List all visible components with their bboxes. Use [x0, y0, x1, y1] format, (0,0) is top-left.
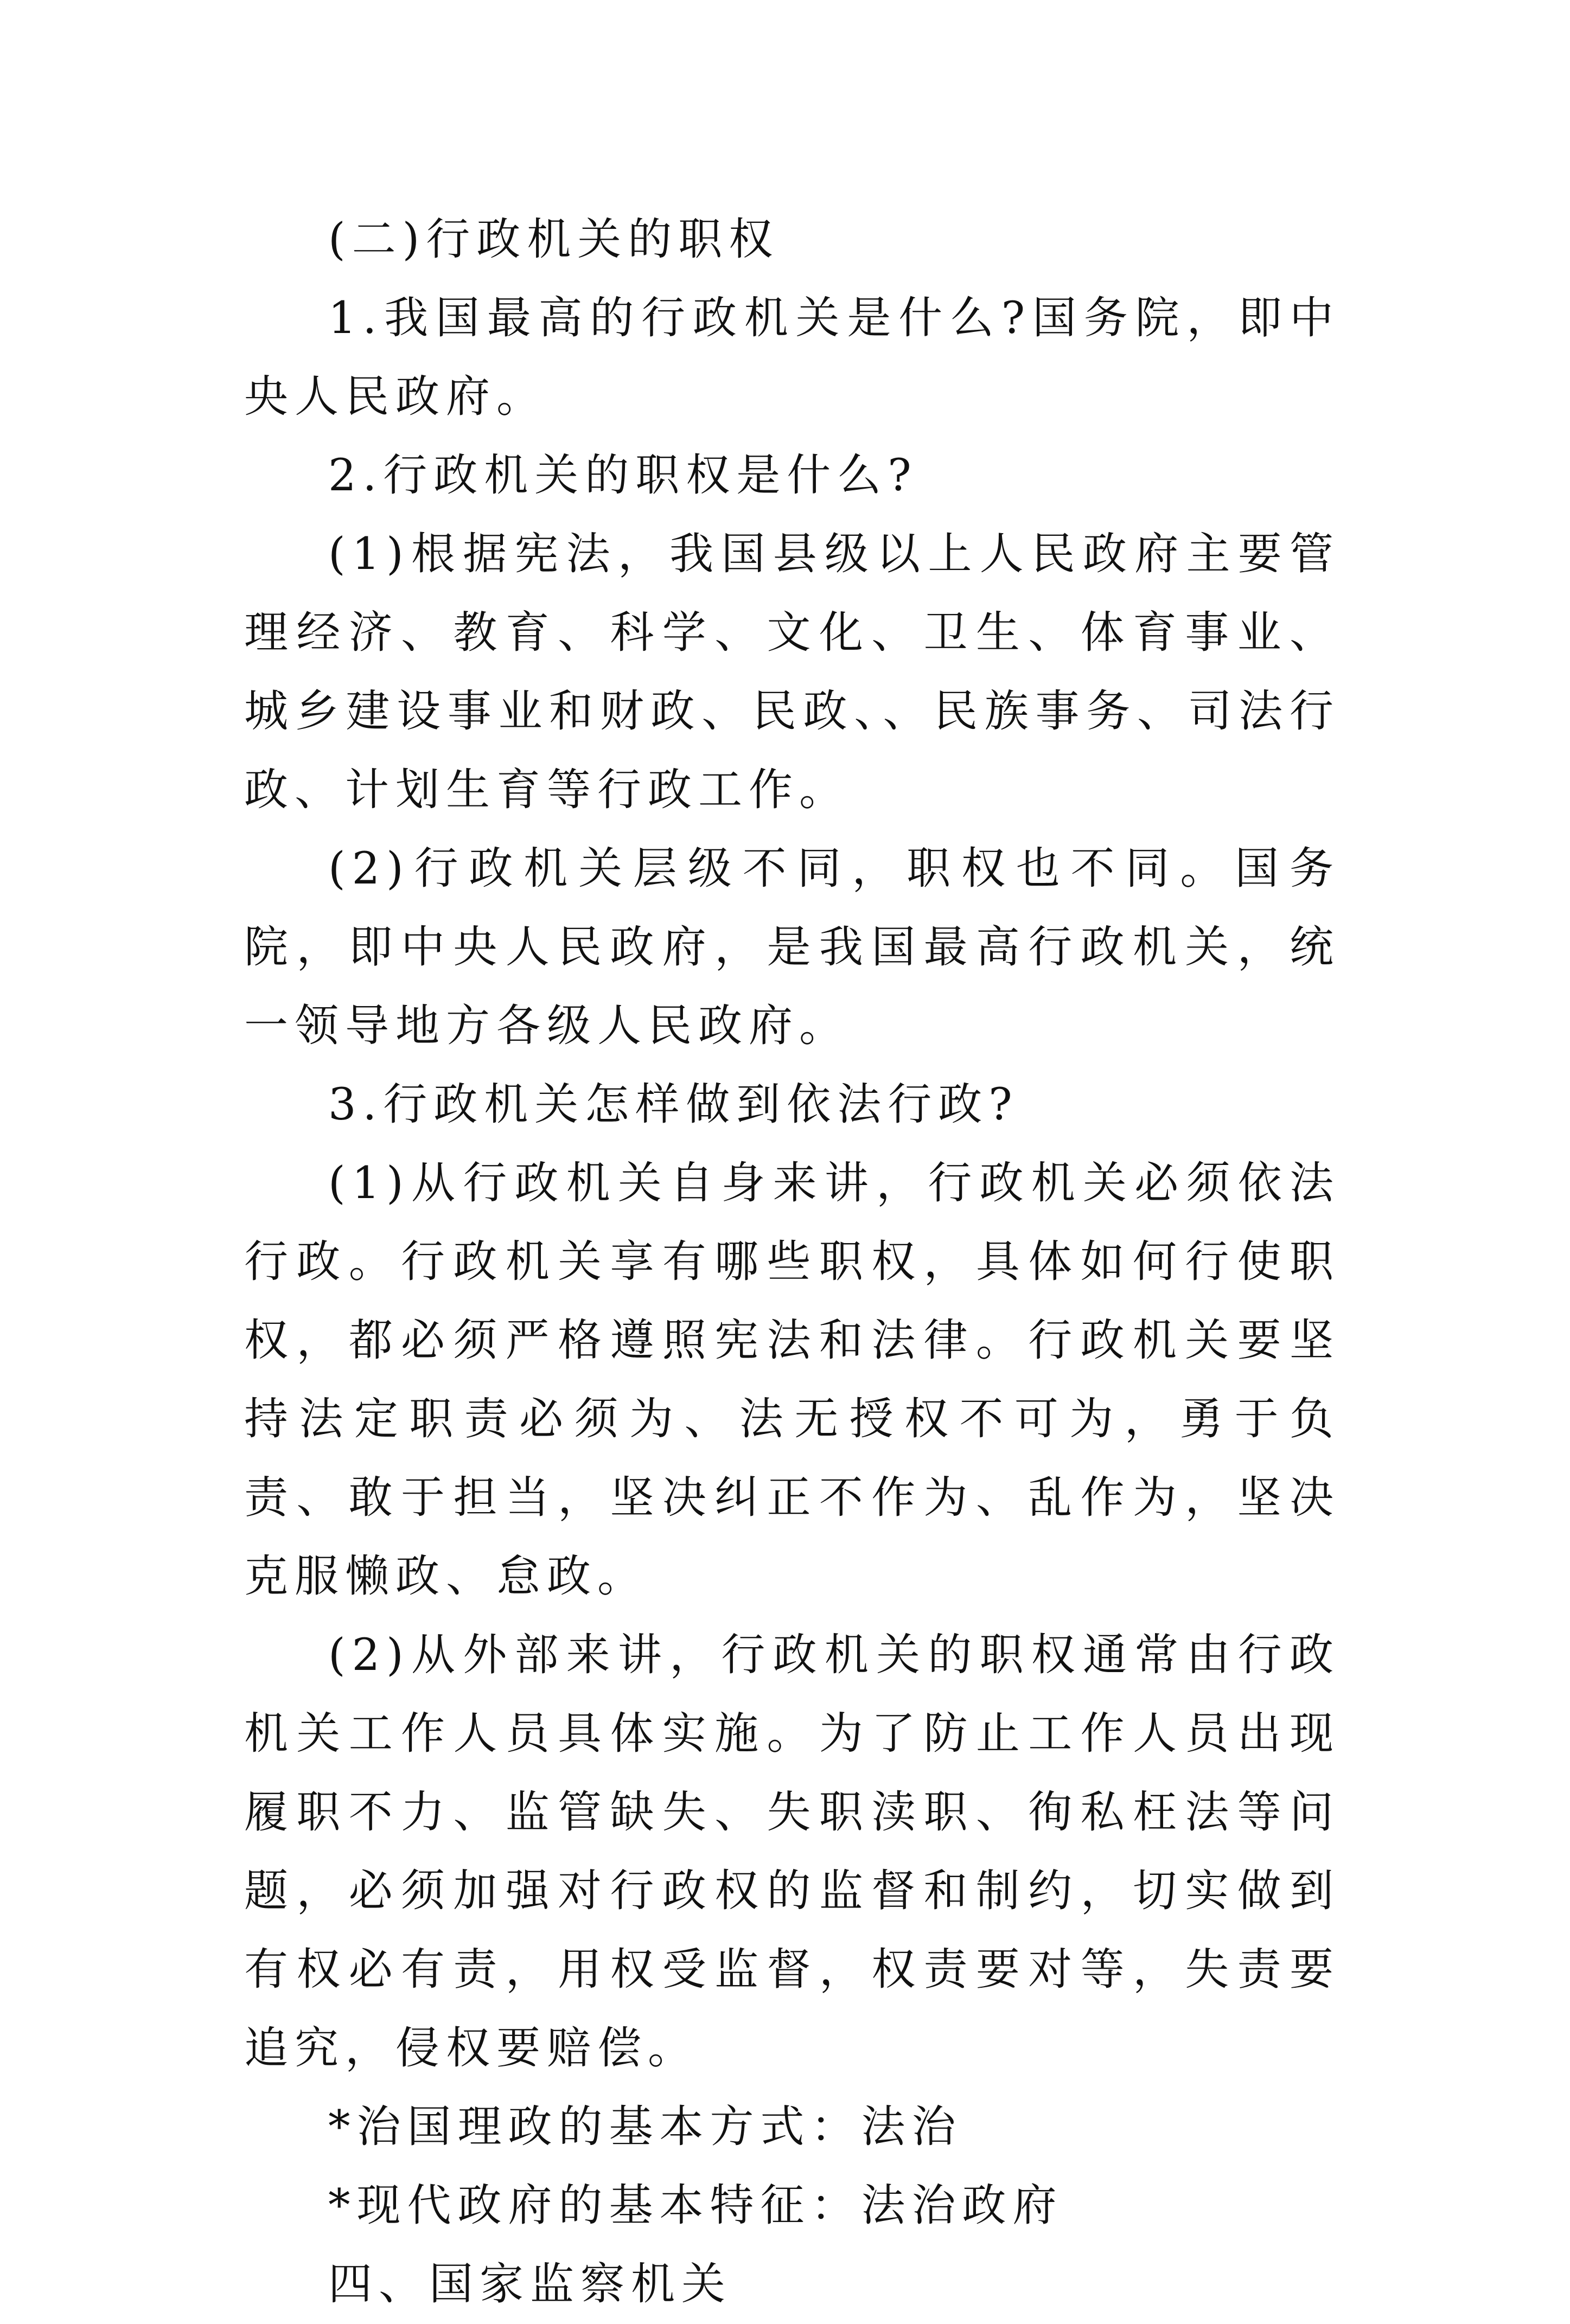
answer-point-2: (2)行政机关层级不同，职权也不同。国务院，即中央人民政府，是我国最高行政机关，统一领导地方各级人民政府。 — [244, 843, 1340, 1052]
question-lawful-administration: 3.行政机关怎样做到依法行政? — [328, 1079, 1019, 1130]
lawful-administration-point-2: (2)从外部来讲，行政机关的职权通常由行政机关工作人员具体实施。为了防止工作人员出现履职不力、监管缺失、失职渎职、徇私枉法等问题，必须加强对行政权的监督和制约，切实做到有权必有责，用权受监督，权责要对等，失责要追究，侵权要赔偿。 — [244, 1630, 1340, 2074]
section-heading-supervisory-organs: 四、国家监察机关 — [328, 2259, 732, 2310]
document-body — [244, 201, 1340, 2324]
key-point-governance-method: *治国理政的基本方式：法治 — [328, 2102, 962, 2153]
question-admin-powers: 2.行政机关的职权是什么? — [328, 450, 918, 501]
section-heading-admin-powers: (二)行政机关的职权 — [328, 214, 780, 265]
question-highest-admin-organ: 1.我国最高的行政机关是什么?国务院，即中央人民政府。 — [244, 293, 1340, 422]
answer-point-1: (1)根据宪法，我国县级以上人民政府主要管理经济、教育、科学、文化、卫生、体育事业、城乡建设事业和财政、民政、、民族事务、司法行政、计划生育等行政工作。 — [244, 529, 1340, 816]
lawful-administration-point-1: (1)从行政机关自身来讲，行政机关必须依法行政。行政机关享有哪些职权，具体如何行使职权，都必须严格遵照宪法和法律。行政机关要坚持法定职责必须为、法无授权不可为，勇于负责、敢于担当，坚决纠正不作为、乱作为，坚决克服懒政、怠政。 — [244, 1158, 1340, 1602]
key-point-modern-government: *现代政府的基本特征：法治政府 — [328, 2180, 1063, 2231]
